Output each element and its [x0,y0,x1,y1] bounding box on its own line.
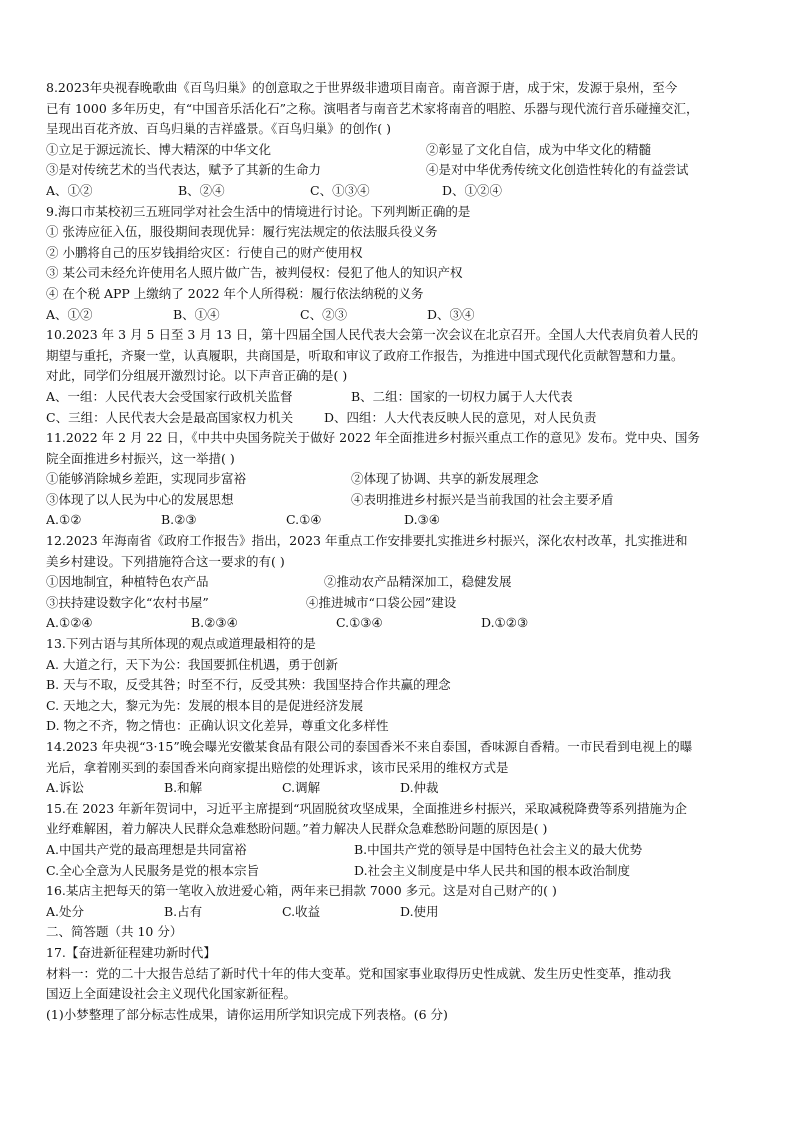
option-c: C.调解 [282,780,321,796]
option-b: B、①④ [173,306,220,322]
question-stem-line: 11.2022 年 2 月 22 日，《中共中央国务院关于做好 2022 年全面推进乡村振兴重点工作的意见》发布。党中央、国务 [46,430,700,446]
statement-row [46,593,758,614]
statement-row [46,140,758,161]
material-text-line: 材料一：党的二十大报告总结了新时代十年的伟大变革。党和国家事业取得历史性成就、发生历史性变革，推动我 [46,965,672,981]
option-d: D.①②③ [481,615,529,631]
question-16 [46,881,758,922]
option-a: A、①② [46,182,93,198]
material-text-line: 国迈上全面建设社会主义现代化国家新征程。 [46,986,297,1002]
option-a: A.诉讼 [46,780,85,796]
statement-item: ④推进城市“口袋公园”建设 [306,594,457,610]
question-8 [46,78,758,202]
question-12 [46,531,758,634]
question-stem-line: 呈现出百花齐放、百鸟归巢的吉祥盛景。《百鸟归巢》的创作( ) [46,121,391,137]
option-b: B、二组：国家的一切权力属于人大代表 [351,388,573,404]
statement-item: ④ 在个税 APP 上缴纳了 2022 年个人所得税：履行依法纳税的义务 [46,285,424,301]
option-d: D、四组：人大代表反映人民的意见，对人民负责 [324,409,597,425]
option-b: B.②③④ [191,615,238,631]
option-d: D、①②④ [442,182,503,198]
option-a: A、①② [46,306,93,322]
question-stem-line: 15.在 2023 年新年贺词中，习近平主席提到“巩固脱贫攻坚成果，全面推进乡村振兴，采取减税降费等系列措施为企 [46,800,688,816]
statement-row [46,160,758,181]
statement-item: ② 小鹏将自己的压岁钱捐给灾区：行使自己的财产使用权 [46,244,363,260]
question-stem-line: 业纾难解困，着力解决人民群众急难愁盼问题。”着力解决人民群众急难愁盼问题的原因是( ) [46,821,548,837]
question-14 [46,737,758,799]
answer-options [46,387,758,408]
option-b: B、②④ [178,182,225,198]
statement-row [46,490,758,511]
question-11 [46,428,758,531]
question-stem-line: 光后，拿着刚买到的泰国香米向商家提出赔偿的处理诉求，该市民采用的维权方式是 [46,759,509,775]
statement-item: ③扶持建设数字化“农村书屋” [46,594,209,610]
statement-row [46,469,758,490]
section-title: 二、简答题（共 10 分） [46,924,183,940]
option-d: D. 物之不齐，物之情也：正确认识文化差异，尊重文化多样性 [46,718,389,734]
option-c: C.收益 [282,903,321,919]
option-c: C.①③④ [336,615,383,631]
option-a: A.中国共产党的最高理想是共同富裕 [46,841,247,857]
statement-item: ① 张涛应征入伍，服役期间表现优异：履行宪法规定的依法服兵役义务 [46,224,438,240]
sub-question: (1)小梦整理了部分标志性成果，请你运用所学知识完成下列表格。(6 分) [46,1006,448,1022]
question-stem-line: 12.2023 年海南省《政府工作报告》指出，2023 年重点工作安排要扎实推进乡村振兴，深化农村改革，扎实推进和 [46,533,688,549]
answer-options [46,840,758,861]
exam-page [46,78,758,1025]
option-b: B. 天与不取，反受其咎；时至不行，反受其殃：我国坚持合作共赢的理念 [46,677,451,693]
question-stem-line: 8.2023年央视春晚歌曲《百鸟归巢》的创意取之于世界级非遗项目南音。南音源于唐，成于宋，发源于泉州，至今 [46,80,678,95]
question-stem-line: 10.2023 年 3 月 5 日至 3 月 13 日，第十四届全国人民代表大会第一次会议在北京召开。全国人大代表肩负着人民的 [46,327,699,343]
option-d: D.仲裁 [400,780,439,796]
question-stem-line: 16.某店主把每天的第一笔收入放进爱心箱，两年来已捐款 7000 多元。这是对自己财产的( ) [46,883,557,899]
answer-options [46,861,758,882]
question-stem-line: 院全面推进乡村振兴，这一举措( ) [46,450,235,466]
option-c: C.①④ [286,512,322,528]
question-title: 17.【奋进新征程建功新时代】 [46,944,216,960]
question-stem-line: 9.海口市某校初三五班同学对社会生活中的情境进行讨论。下列判断正确的是 [46,203,471,219]
question-9 [46,202,758,326]
option-b: B.中国共产党的领导是中国特色社会主义的最大优势 [354,841,643,857]
option-a: A.处分 [46,903,85,919]
statement-item: ③ 某公司未经允许使用名人照片做广告，被判侵权：侵犯了他人的知识产权 [46,265,463,281]
question-10 [46,325,758,428]
question-stem-line: 期望与重托，齐聚一堂，认真履职，共商国是，听取和审议了政府工作报告，为推进中国式现代化贡献智慧和力量。 [46,347,684,363]
question-stem-line: 14.2023 年央视“3·15”晚会曝光安徽某食品有限公司的泰国香米不来自泰国，香味源自香精。一市民看到电视上的曝 [46,739,693,754]
statement-item: ②推动农产品精深加工，稳健发展 [324,574,512,590]
question-13 [46,634,758,737]
option-c: C、②③ [300,306,348,322]
option-d: D.社会主义制度是中华人民共和国的根本政治制度 [354,862,631,878]
question-15 [46,799,758,881]
answer-options [46,902,758,923]
answer-options [46,181,758,202]
option-d: D.使用 [400,903,439,919]
statement-item: ②体现了协调、共享的新发展理念 [351,471,539,487]
option-c: C. 天地之大，黎元为先：发展的根本目的是促进经济发展 [46,697,364,713]
statement-item: ①因地制宜，种植特色农产品 [46,574,209,590]
question-stem-line: 13.下列古语与其所体现的观点或道理最相符的是 [46,636,316,652]
statement-item: ④表明推进乡村振兴是当前我国的社会主要矛盾 [351,491,614,507]
statement-row [46,572,758,593]
statement-item: ②彰显了文化自信，成为中华文化的精髓 [426,141,652,157]
answer-options [46,305,758,326]
statement-item: ③是对传统艺术的当代表达，赋予了其新的生命力 [46,162,322,178]
statement-item: ①立足于源远流长、博大精深的中华文化 [46,141,272,157]
answer-options [46,408,758,429]
answer-options [46,510,758,531]
option-d: D.③④ [404,512,440,528]
statement-item: ③体现了以人民为中心的发展思想 [46,491,234,507]
option-d: D、③④ [427,306,475,322]
option-b: B.和解 [164,780,203,796]
answer-options [46,613,758,634]
option-a: A.①②④ [46,615,93,631]
answer-options [46,778,758,799]
question-stem-line: 已有 1000 多年历史，有“中国音乐活化石”之称。演唱者与南音艺术家将南音的唱腔、乐器与现代流行音乐碰撞交汇， [46,100,699,116]
option-b: B.②③ [161,512,197,528]
option-c: C、三组：人民代表大会是最高国家权力机关 [46,409,294,425]
option-a: A. 大道之行，天下为公：我国要抓住机遇，勇于创新 [46,656,338,672]
statement-item: ④是对中华优秀传统文化创造性转化的有益尝试 [426,162,689,178]
option-b: B.占有 [164,903,203,919]
option-c: C.全心全意为人民服务是党的根本宗旨 [46,862,260,878]
question-17 [46,943,758,1025]
question-stem-line: 对此，同学们分组展开激烈讨论。以下声音正确的是( ) [46,368,348,384]
option-a: A.①② [46,512,82,528]
question-stem-line: 美乡村建设。下列措施符合这一要求的有( ) [46,553,285,569]
option-c: C、①③④ [310,182,370,198]
option-a: A、一组：人民代表大会受国家行政机关监督 [46,388,293,404]
statement-item: ①能够消除城乡差距，实现同步富裕 [46,471,247,487]
